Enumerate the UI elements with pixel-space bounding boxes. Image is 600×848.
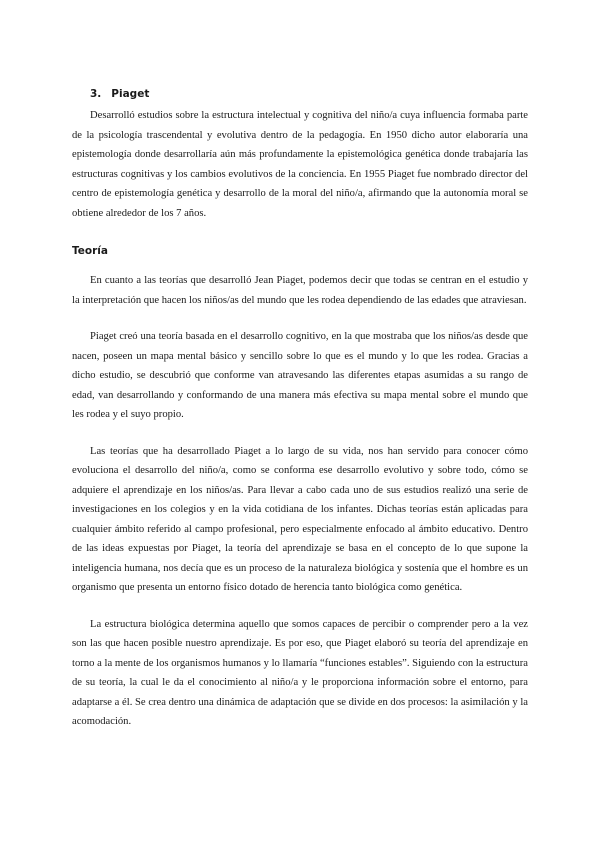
body-paragraph: En cuanto a las teorías que desarrolló Jean Piaget, podemos decir que todas se centran en el estudio y la interpretación que hacen los niños/as del mundo que les rodea dependiendo de las edades que atraviesan. bbox=[72, 275, 528, 306]
body-paragraph: Las teorías que ha desarrollado Piaget a lo largo de su vida, nos han servido para conocer cómo evoluciona el desarrollo del niño/a, como se conforma ese desarrollo evolutivo y sobre todo, cómo se adquiere el aprendizaje en los niños/as. Para llevar a cabo cada uno de sus estudios realizó una serie de investigaciones en los colegios y en la vida cotidiana de los infantes. Dichas teorías están aplicadas para cualquier ámbito referido al campo profesional, pero especialmente enfocado al ámbito educativo. Dentro de las ideas expuestas por Piaget, la teoría del aprendizaje se basa en el concepto de lo que supone la inteligencia humana, nos decía que es un proceso de la naturaleza biológica y sostenía que el hombre es un organismo que presenta un entorno físico dotado de herencia tanto biológica como genética. bbox=[72, 445, 528, 593]
section-number: 3. bbox=[90, 88, 102, 100]
body-paragraph: Piaget creó una teoría basada en el desarrollo cognitivo, en la que mostraba que los niños/as desde que nacen, poseen un mapa mental básico y sencillo sobre lo que es el mundo y lo que les rodea. Gracias a dicho estudio, se descubrió que conforme van atravesando las diferentes etapas asumidas a su rango de edad, van desarrollando y conformando de una manera más efectiva su mapa mental sobre el mundo que les rodea y el suyo propio. bbox=[72, 331, 528, 420]
section-title: Piaget bbox=[111, 88, 150, 100]
body-paragraph: La estructura biológica determina aquello que somos capaces de percibir o comprender pero a la vez son las que hacen posible nuestro aprendizaje. Es por eso, que Piaget elaboró su teoría del aprendizaje en torno a la mente de los organismos humanos y lo llamaría “funciones estables”. Siguiendo con la estructura de su teoría, la cual le da el conocimiento al niño/a y le proporciona información sobre el entorno, para adaptarse a él. Se crea dentro una dinámica de adaptación que se divide en dos procesos: la asimilación y la acomodación. bbox=[72, 618, 528, 727]
intro-paragraph: Desarrolló estudios sobre la estructura intelectual y cognitiva del niño/a cuya influencia formaba parte de la psicología trascendental y evolutiva dentro de la pedagogía. En 1950 dicho autor elaboraría una epistemología donde desarrollaría aún más profundamente la epistemológica genética donde trabajaría las estructuras cognitivas y los cambios evolutivos de la conciencia. En 1955 Piaget fue nombrado director del centro de epistemología genética y desarrollo de la moral del niño/a, afirmando que la autonomía moral se obtiene alrededor de los 7 años. bbox=[72, 110, 528, 219]
section-heading bbox=[72, 88, 528, 100]
subheading-teoria: Teoría bbox=[72, 245, 108, 257]
